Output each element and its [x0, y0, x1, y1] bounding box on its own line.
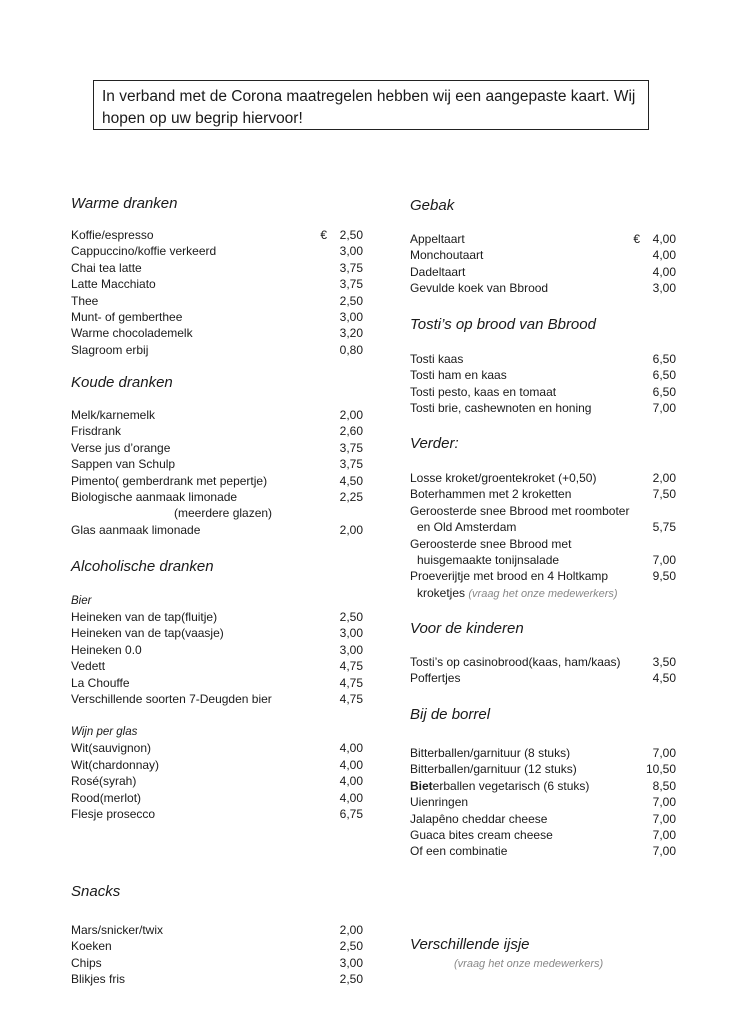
menu-item: kroketjes (vraag het onze medewerkers)	[417, 585, 618, 600]
section-title: Tosti’s op brood van Bbrood	[410, 316, 596, 333]
menu-item: Tosti’s op casinobrood(kaas, ham/kaas) 3,50	[410, 655, 676, 669]
menu-item: Bitterballen/garnituur (8 stuks) 7,00	[410, 746, 676, 760]
menu-item: en Old Amsterdam 5,75	[417, 520, 676, 535]
staff-note: (vraag het onze medewerkers)	[454, 958, 604, 970]
subsection-title-wijn: Wijn per glas	[71, 726, 138, 739]
menu-item: Latte Macchiato 3,75	[71, 277, 363, 292]
menu-item: Wit(sauvignon) 4,00	[71, 741, 363, 756]
menu-item: Losse kroket/groentekroket (+0,50) 2,00	[410, 471, 676, 485]
menu-item: Tosti ham en kaas 6,50	[410, 368, 676, 383]
menu-item: Bitterballen/garnituur (12 stuks) 10,50	[410, 762, 676, 777]
section-koude-dranken	[71, 372, 363, 538]
section-title: Bij de borrel	[410, 706, 491, 723]
menu-item: Verschillende soorten 7-Deugden bier 4,75	[71, 691, 363, 706]
menu-item: Flesje prosecco 6,75	[71, 806, 363, 821]
menu-item: Guaca bites cream cheese 7,00	[410, 827, 676, 842]
menu-item: Glas aanmaak limonade 2,00	[71, 522, 363, 537]
menu-item: Heineken van de tap(vaasje) 3,00	[71, 626, 363, 641]
menu-item: Slagroom erbij 0,80	[71, 342, 363, 357]
section-warme-dranken	[71, 193, 363, 358]
menu-item: Appeltaart € 4,00	[410, 232, 676, 246]
menu-item: Wit(chardonnay) 4,00	[71, 757, 363, 772]
menu-item: Geroosterde snee Bbrood met	[410, 536, 572, 551]
section-tosti	[410, 314, 676, 417]
menu-item: La Chouffe 4,75	[71, 675, 363, 690]
section-title: Koude dranken	[71, 374, 173, 391]
menu-item: Chips 3,00	[71, 955, 363, 970]
section-verder	[410, 433, 676, 601]
menu-item: Koeken 2,50	[71, 939, 363, 954]
section-ijsje	[410, 934, 676, 972]
menu-item: Proeverijtje met brood en 4 Holtkamp 9,50	[410, 569, 676, 584]
menu-item: Uienringen 7,00	[410, 795, 676, 810]
menu-item: Pimento( gemberdrank met pepertje) 4,50	[71, 473, 363, 488]
menu-item: Of een combinatie 7,00	[410, 844, 676, 859]
section-title: Verschillende ijsje	[410, 936, 530, 953]
menu-item: Vedett 4,75	[71, 659, 363, 674]
menu-item: Jalapêno cheddar cheese 7,00	[410, 811, 676, 826]
section-title: Voor de kinderen	[410, 620, 524, 637]
section-title: Gebak	[410, 197, 455, 214]
menu-item: Melk/karnemelk 2,00	[71, 408, 363, 422]
menu-item: Rood(merlot) 4,00	[71, 790, 363, 805]
staff-note: (vraag het onze medewerkers)	[468, 587, 618, 600]
section-title: Verder:	[410, 435, 459, 452]
menu-item: Geroosterde snee Bbrood met roomboter	[410, 503, 630, 518]
section-borrel	[410, 704, 676, 860]
corona-notice-text: In verband met de Corona maatregelen hebben wij een aangepaste kaart. Wij hopen op uw begrip hiervoor!	[102, 88, 636, 127]
menu-item: Cappuccino/koffie verkeerd 3,00	[71, 244, 363, 259]
menu-item: Sappen van Schulp 3,75	[71, 457, 363, 472]
menu-item: Rosé(syrah) 4,00	[71, 774, 363, 789]
menu-item: Bieterballen vegetarisch (6 stuks) 8,50	[410, 778, 676, 793]
menu-item: (meerdere glazen)	[174, 506, 273, 521]
section-alcoholische-dranken	[71, 556, 363, 822]
menu-item: Heineken 0.0 3,00	[71, 642, 363, 657]
menu-item: Heineken van de tap(fluitje) 2,50	[71, 610, 363, 624]
currency-symbol: €	[633, 232, 640, 246]
menu-item: Thee 2,50	[71, 293, 363, 308]
section-title: Snacks	[71, 883, 121, 900]
menu-item: Tosti pesto, kaas en tomaat 6,50	[410, 384, 676, 399]
section-snacks	[71, 881, 363, 988]
corona-notice	[93, 80, 649, 130]
menu-item: Poffertjes 4,50	[410, 671, 676, 686]
section-kinderen	[410, 618, 676, 687]
section-title: Alcoholische dranken	[71, 558, 214, 575]
menu-item: Boterhammen met 2 kroketten 7,50	[410, 487, 676, 502]
currency-symbol: €	[320, 228, 327, 242]
section-title: Warme dranken	[71, 195, 178, 212]
menu-item: Dadeltaart 4,00	[410, 264, 676, 279]
menu-item: Chai tea latte 3,75	[71, 260, 363, 275]
menu-item: Tosti brie, cashewnoten en honing 7,00	[410, 401, 676, 416]
menu-item: Munt- of gemberthee 3,00	[71, 309, 363, 324]
section-gebak	[410, 195, 676, 297]
menu-item: Gevulde koek van Bbrood 3,00	[410, 281, 676, 296]
menu-item: Verse jus d’orange 3,75	[71, 440, 363, 455]
menu-item: Mars/snicker/twix 2,00	[71, 923, 363, 937]
menu-item: Koffie/espresso € 2,50	[71, 228, 363, 242]
menu-item: Warme chocolademelk 3,20	[71, 326, 363, 341]
menu-item: Frisdrank 2,60	[71, 424, 363, 439]
menu-item: huisgemaakte tonijnsalade 7,00	[417, 552, 676, 567]
subsection-title-bier: Bier	[71, 595, 92, 607]
menu-item: Monchoutaart 4,00	[410, 248, 676, 263]
menu-item: Biologische aanmaak limonade 2,25	[71, 489, 363, 504]
menu-item: Blikjes fris 2,50	[71, 972, 363, 987]
menu-item: Tosti kaas 6,50	[410, 352, 676, 366]
